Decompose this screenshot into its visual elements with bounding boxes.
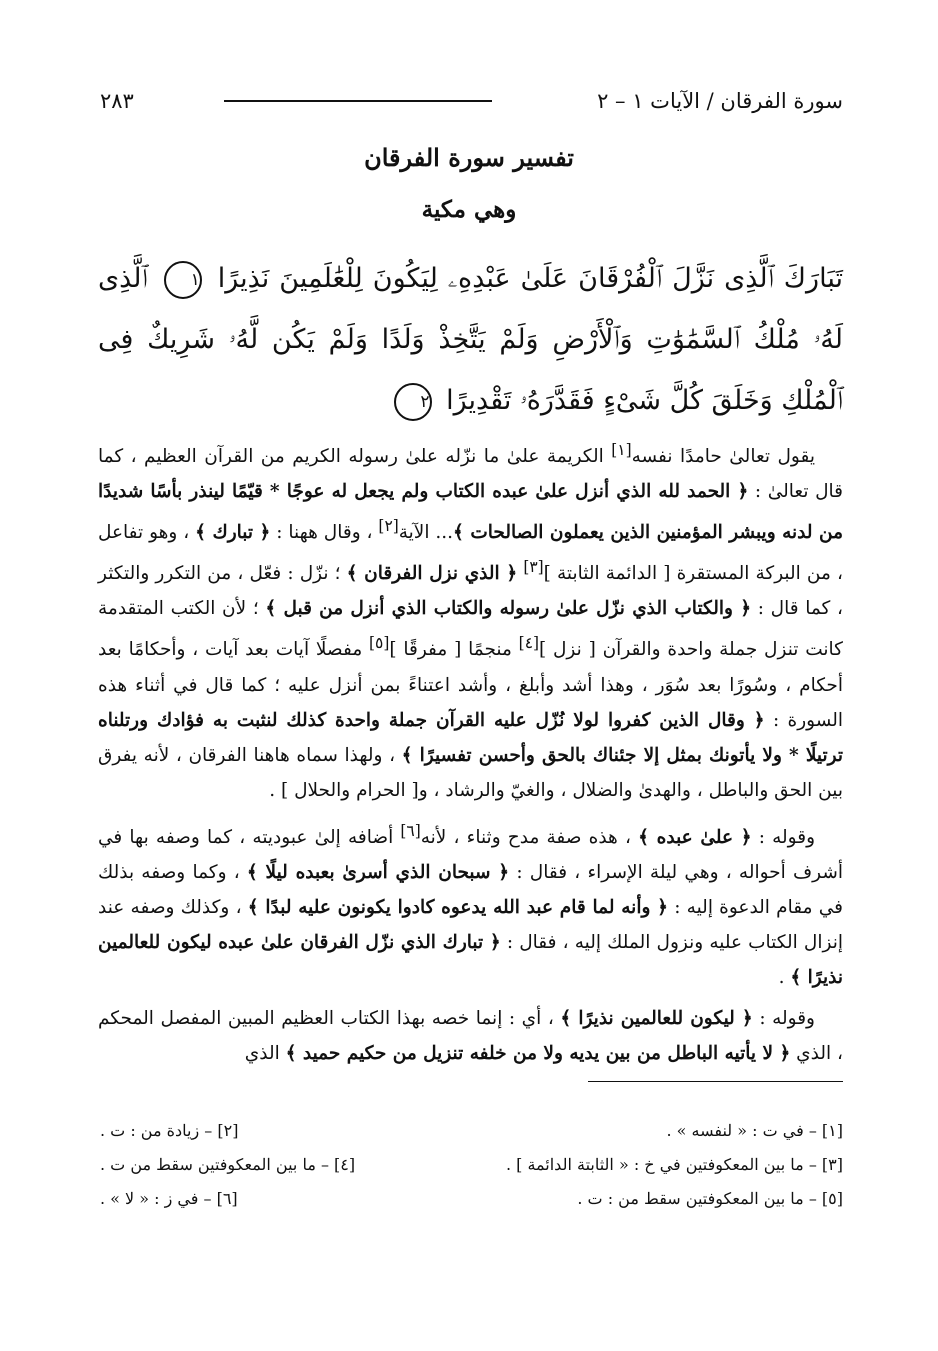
footnote: [١] – في ت : « لنفسه » .	[666, 1121, 843, 1140]
quran-quote: ﴿ الذي نزل الفرقان ﴾	[346, 563, 518, 585]
text: الكريمة علىٰ ما نزّله علىٰ رسوله الكريم من القرآن العظيم ، كما قال تعالىٰ :	[98, 446, 843, 503]
surah-verse-range: سورة الفرقان / الآيات ١ – ٢	[597, 89, 843, 113]
text: مفصلًا آيات بعد آيات ، وأحكامًا بعد أحكام ، وسُورًا بعد سُوَر ، وهذا أشد وأبلغ ، وأشد اعتناءً بمن أنزل عليه ؛ كما قال في أثناء هذه السورة :	[98, 639, 843, 731]
footnote: [٥] – ما بين المعكوفتين سقط من : ت .	[577, 1189, 843, 1208]
footnote-ref: [٢]	[378, 517, 399, 536]
quran-quote: ﴿ تبارك الذي نزّل الفرقان علىٰ عبده ليكون للعالمين نذيرًا ﴾	[98, 931, 843, 988]
footnote-ref: [٤]	[518, 634, 539, 653]
text: ، هذه صفة مدح وثناء ، لأنه	[420, 826, 639, 848]
footnote-row	[100, 1114, 843, 1148]
revelation-type-heading: وهي مكية	[421, 196, 517, 223]
text: .	[778, 966, 791, 988]
text: ، أي : إنما خصه بهذا الكتاب العظيم المبين المفصل المحكم ، الذي	[98, 1007, 843, 1064]
footnote-ref: [١]	[611, 441, 632, 459]
footnote: [٢] – زيادة من : ت .	[100, 1121, 239, 1140]
quran-quote: ﴿ وقال الذين كفروا لولا نُزّل عليه القرآن جملة واحدة كذلك لنثبت به فؤادك ورتلناه ترتيلًا * ولا يأتونك بمثل إلا جئناك بالحق وأحسن تفسيرًا ﴾	[98, 709, 843, 766]
paragraph	[98, 1001, 843, 1071]
quran-quote: ﴿ علىٰ عبده ﴾	[638, 826, 752, 848]
quran-verses	[98, 248, 843, 431]
text: ؛ نزّل : فعّل ، من التكرر والتكثر ، كما قال :	[98, 563, 844, 620]
footnote-ref: [٦]	[400, 821, 421, 840]
verse-1-text: تَبَارَكَ ٱلَّذِى نَزَّلَ ٱلْفُرْقَانَ عَلَىٰ عَبْدِهِۦ لِيَكُونَ لِلْعَٰلَمِينَ نَذِيرًا	[217, 263, 843, 294]
footnotes	[100, 1114, 843, 1216]
text: ... الآية	[398, 522, 454, 544]
text: وقوله :	[752, 1007, 815, 1029]
page-number: ٢٨٣	[100, 89, 134, 113]
text: الذي	[244, 1042, 286, 1064]
quran-quote: ﴿ ليكون للعالمين نذيرًا ﴾	[560, 1007, 753, 1029]
text: ، ولهذا سماه هاهنا الفرقان ، لأنه يفرق بين الحق والباطل ، والهدىٰ والضلال ، والغيّ والرشاد ، و[ الحرام والحلال ] .	[98, 744, 843, 801]
paragraph	[98, 814, 843, 995]
quran-quote: ﴿ والكتاب الذي نزّل علىٰ رسوله والكتاب الذي أنزل من قبل ﴾	[265, 598, 752, 620]
text: منجمًا [ مفرقًا ]	[389, 639, 519, 661]
text: ، وكذلك وصفه عند إنزال الكتاب عليه ونزول الملك إليه ، فقال :	[98, 896, 843, 953]
quran-quote: ﴿ تبارك ﴾	[195, 522, 271, 544]
footnote-ref: [٥]	[369, 634, 390, 653]
text: ، وهو تفاعل ، من البركة المستقرة [ الدائمة الثابتة ]	[98, 522, 843, 585]
text: يقول تعالىٰ حامدًا نفسه	[631, 446, 815, 468]
footnote: [٦] – في ز : « لا » .	[100, 1189, 238, 1208]
text: ، وقال ههنا :	[270, 522, 379, 544]
running-header	[100, 84, 843, 118]
ayah-number-marker: ١	[164, 261, 202, 299]
text: وقوله :	[751, 826, 816, 848]
paragraph	[98, 433, 843, 808]
footnote: [٤] – ما بين المعكوفتين سقط من ت .	[100, 1155, 356, 1174]
text: ؛ لأن الكتب المتقدمة كانت تنزل جملة واحدة والقرآن [ نزل ]	[98, 598, 843, 661]
quran-quote: ﴿ سبحان الذي أسرىٰ بعبده ليلًا ﴾	[246, 861, 510, 883]
verse-2-text: ٱلَّذِى لَهُۥ مُلْكُ ٱلسَّمَٰوَٰتِ وَٱلْأَرْضِ وَلَمْ يَتَّخِذْ وَلَدًا وَلَمْ يَكُن لَّهُۥ شَرِيكٌ فِى ٱلْمُلْكِ وَخَلَقَ كُلَّ شَىْءٍ فَقَدَّرَهُۥ تَقْدِيرًا	[98, 263, 843, 416]
quran-quote: ﴿ لا يأتيه الباطل من بين يديه ولا من خلفه تنزيل من حكيم حميد ﴾	[285, 1042, 791, 1064]
text: ، وكما وصفه بذلك في مقام الدعوة إليه :	[98, 861, 843, 918]
surah-heading: تفسير سورة الفرقان	[364, 143, 574, 172]
text: أضافه إلىٰ عبوديته ، كما وصفه بها في أشرف أحواله ، وهي ليلة الإسراء ، فقال :	[98, 826, 843, 883]
quran-quote: ﴿ وأنه لما قام عبد الله يدعوه كادوا يكونون عليه لبدًا ﴾	[247, 896, 669, 918]
footnote-ref: [٣]	[523, 558, 544, 577]
ayah-number-marker: ٢	[394, 383, 432, 421]
commentary-text	[98, 433, 843, 1077]
footnote-rule	[588, 1081, 843, 1082]
footnote-row	[100, 1182, 843, 1216]
footnote: [٣] – ما بين المعكوفتين في خ : « الثابتة الدائمة ] .	[505, 1155, 843, 1174]
header-rule	[224, 100, 492, 102]
quran-quote: ﴿ الحمد لله الذي أنزل علىٰ عبده الكتاب ولم يجعل له عوجًا * قيّمًا لينذر بأسًا شديدًا من لدنه ويبشر المؤمنين الذين يعملون الصالحات ﴾	[98, 481, 843, 544]
footnote-row	[100, 1148, 843, 1182]
